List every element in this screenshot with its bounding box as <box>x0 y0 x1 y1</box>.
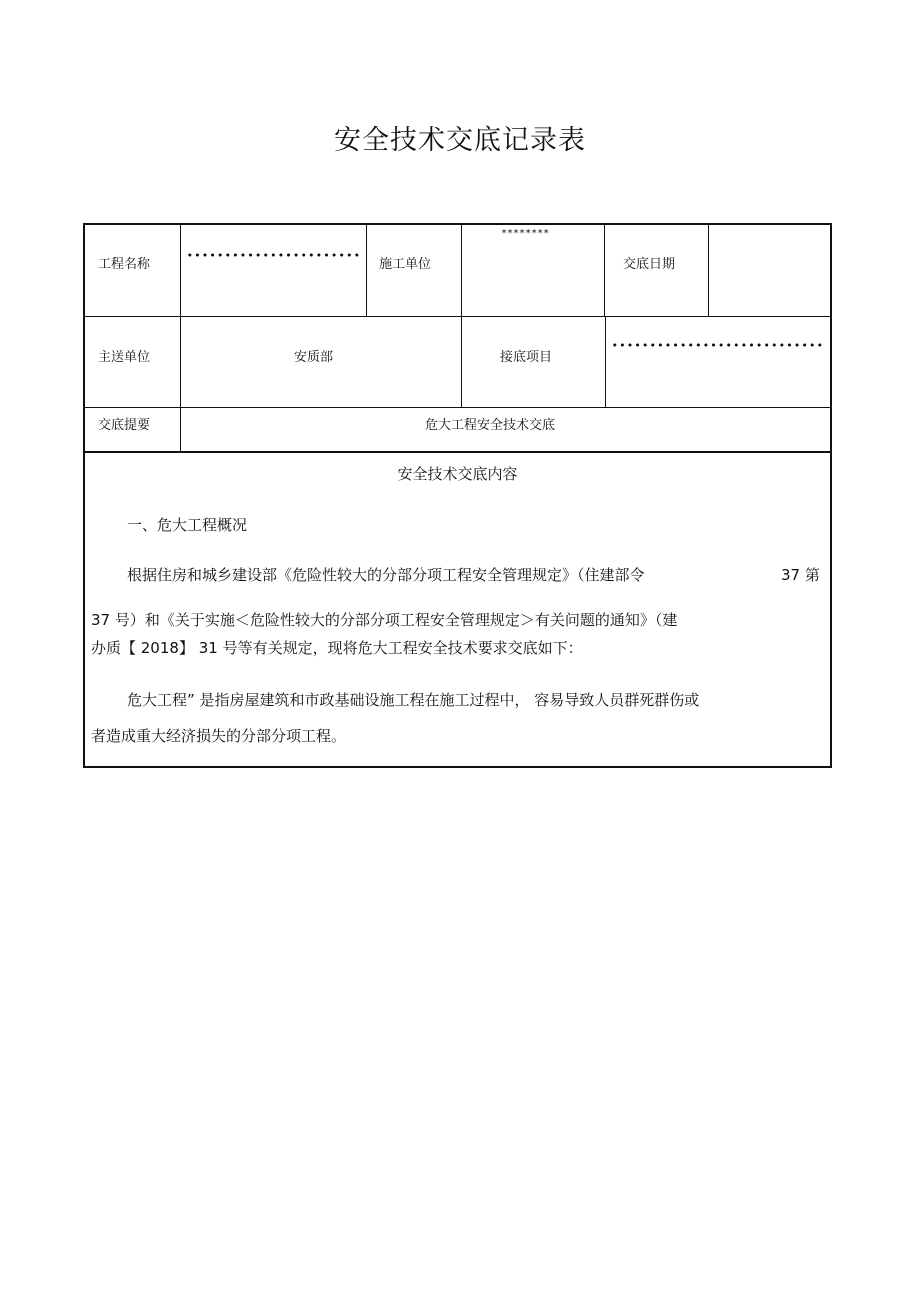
para-2-line-2: 者造成重大经济损失的分部分项工程。 <box>91 727 347 745</box>
col-divider-r1-a <box>180 225 181 316</box>
para-2-line-1: 危大工程” 是指房屋建筑和市政基础设施工程在施工过程中， 容易导致人员群死群伤或 <box>127 691 700 709</box>
para-1-line-1-tail: 37 第 <box>781 566 820 584</box>
summary-value: 危大工程安全技术交底 <box>425 418 556 433</box>
section-1-title: 一、危大工程概况 <box>127 516 248 534</box>
col-divider-r2-a <box>180 316 181 407</box>
receiver-redacted-value <box>611 343 826 347</box>
page-title: 安全技术交底记录表 <box>334 125 586 156</box>
para-1-line-2: 37 号）和《关于实施＜危险性较大的分部分项工程安全管理规定＞有关问题的通知》（建 <box>91 611 678 629</box>
col-divider-r1-c <box>461 225 462 316</box>
sender-value: 安质部 <box>294 350 334 365</box>
row-divider-2 <box>85 407 830 408</box>
sender-label: 主送单位 <box>98 350 151 365</box>
handover-date-label: 交底日期 <box>623 257 676 272</box>
project-name-label: 工程名称 <box>98 257 151 272</box>
col-divider-r2-b <box>461 316 462 407</box>
col-divider-r1-b <box>366 225 367 316</box>
construction-unit-value: ******** <box>501 228 550 239</box>
para-1-line-1: 根据住房和城乡建设部《危险性较大的分部分项工程安全管理规定》（住建部令 <box>127 566 645 584</box>
summary-label: 交底提要 <box>98 418 151 433</box>
project-name-redacted-value <box>186 253 361 257</box>
handover-record-table <box>83 223 832 768</box>
col-divider-r2-c <box>605 316 606 407</box>
construction-unit-label: 施工单位 <box>379 257 432 272</box>
content-heading: 安全技术交底内容 <box>397 465 518 483</box>
row-divider-3 <box>85 451 830 453</box>
receiver-label: 接底项目 <box>500 350 553 365</box>
col-divider-r1-d <box>604 225 605 316</box>
row-divider-1 <box>85 316 830 317</box>
col-divider-r3-a <box>180 407 181 451</box>
col-divider-r1-e <box>708 225 709 316</box>
para-1-line-3: 办质【 2018】 31 号等有关规定，现将危大工程安全技术要求交底如下： <box>91 639 583 657</box>
